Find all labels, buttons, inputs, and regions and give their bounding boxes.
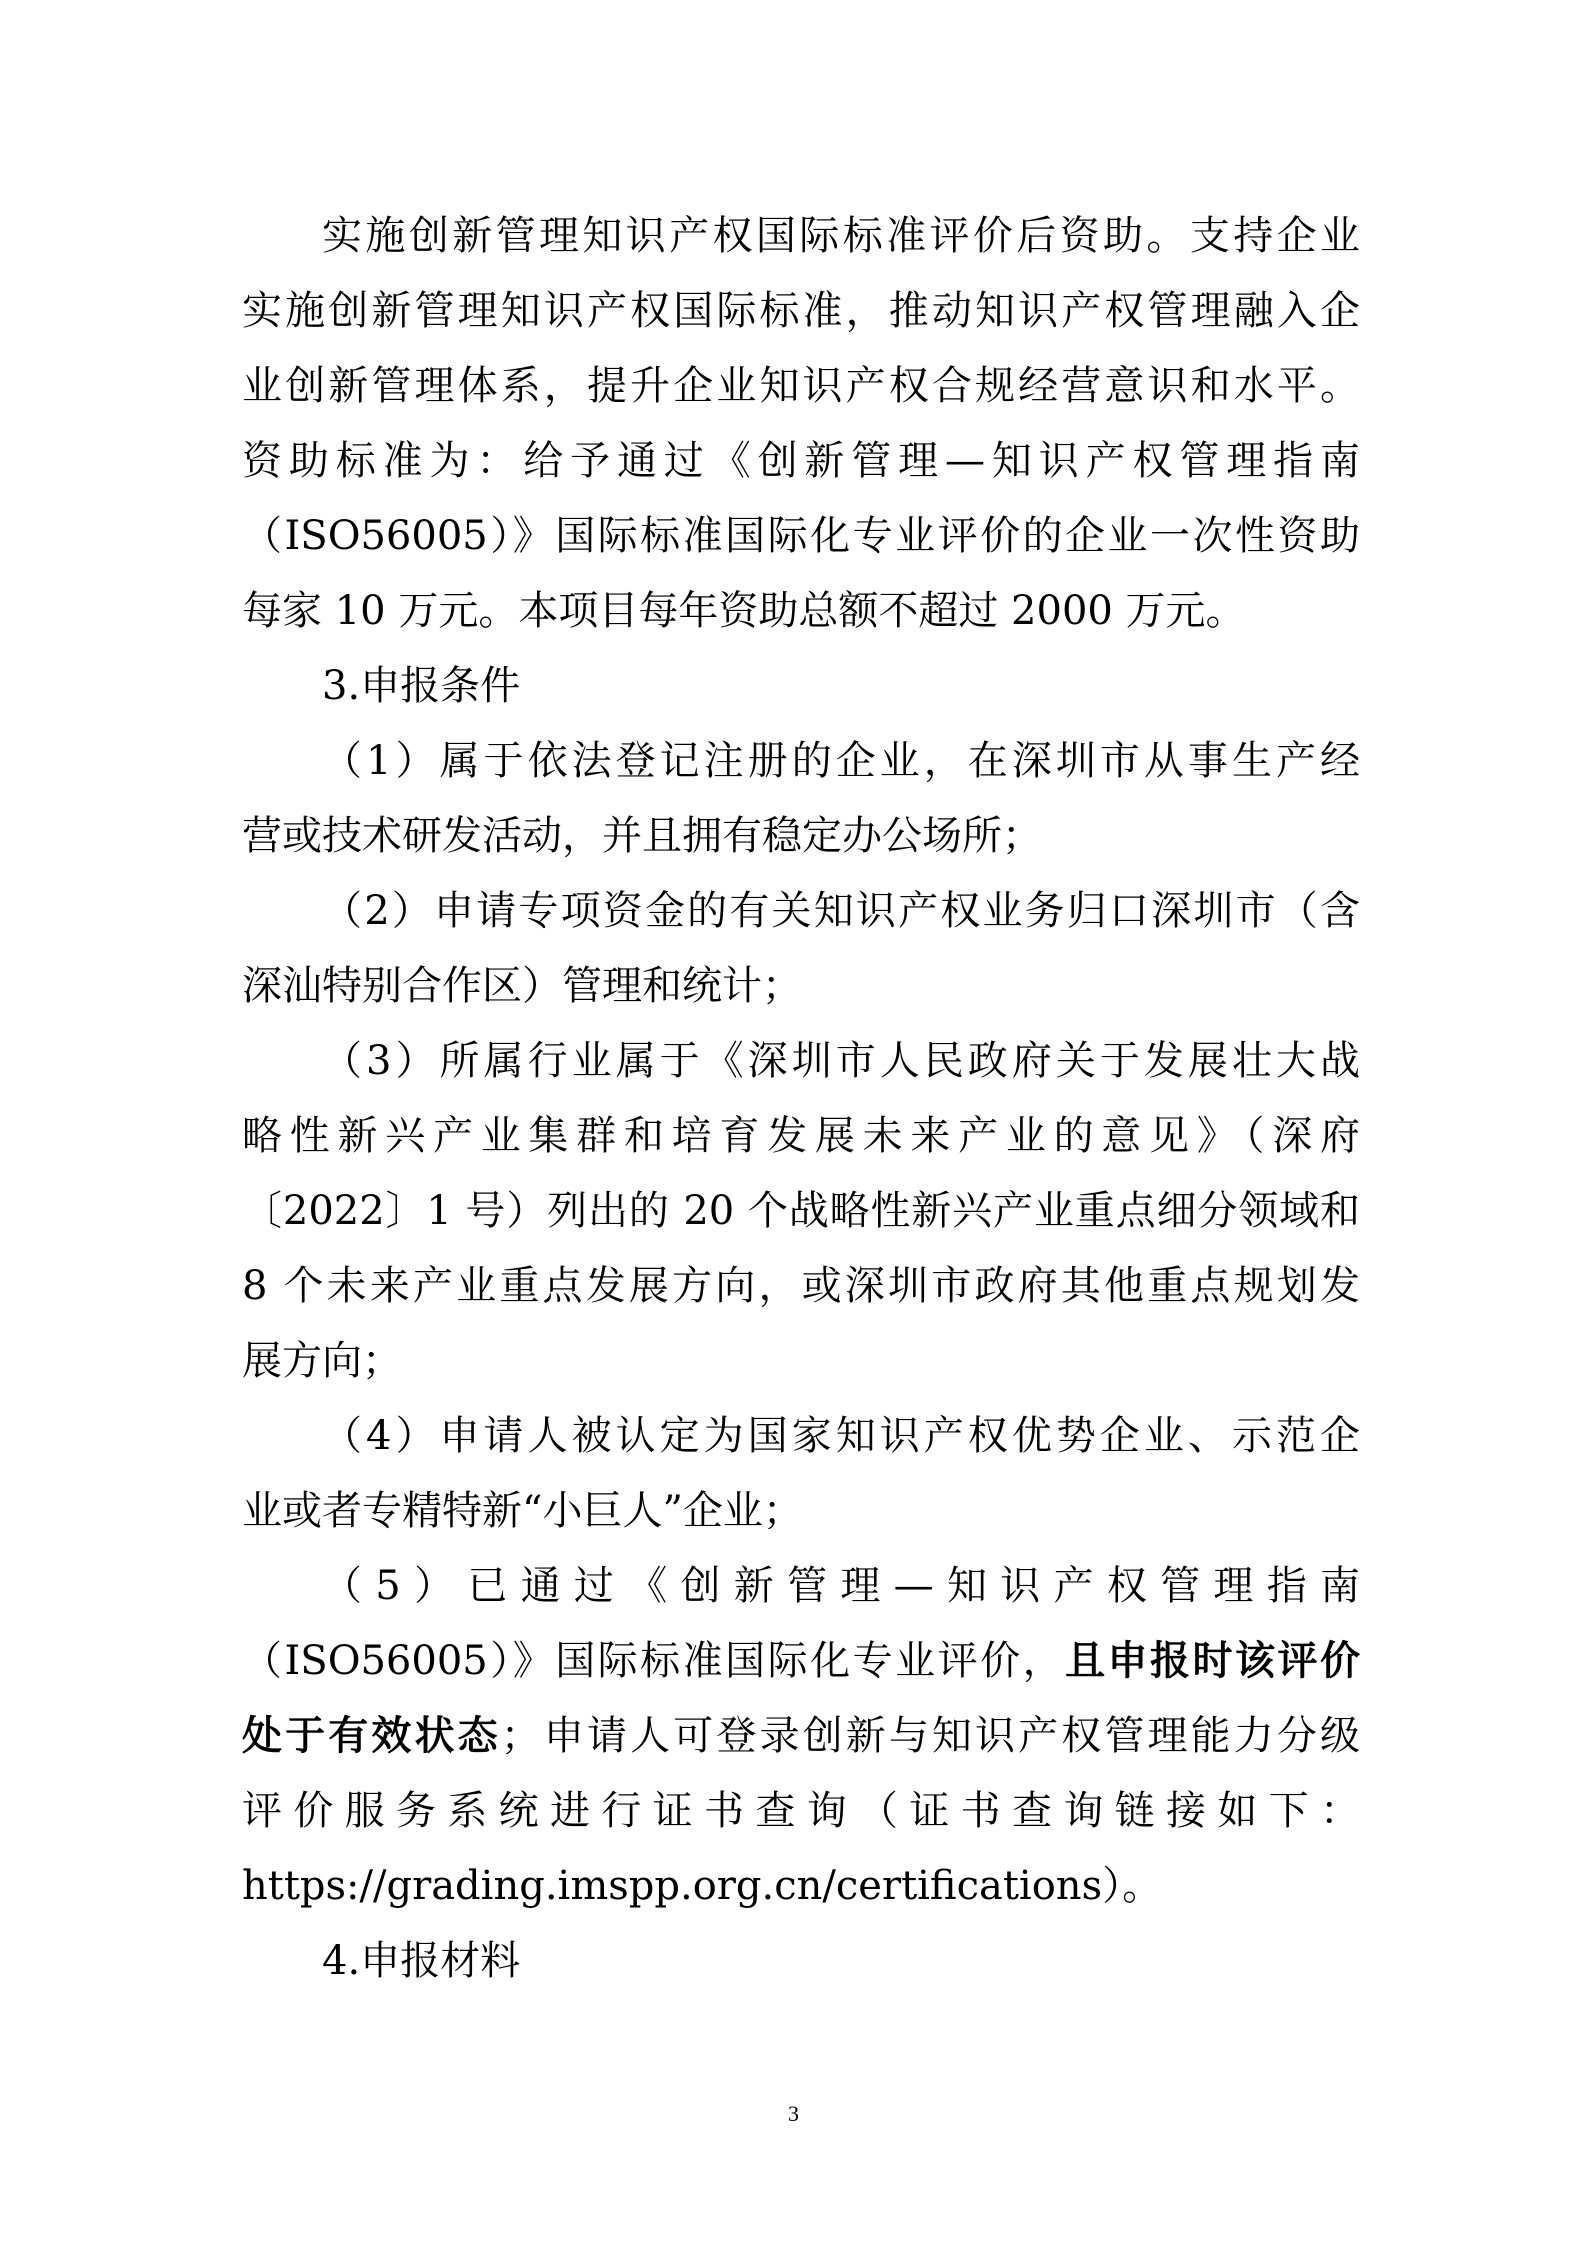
condition-item-line: 深汕特别合作区）管理和统计； bbox=[242, 963, 802, 1009]
condition-item-line: 略性新兴产业集群和培育发展未来产业的意见》（深府 bbox=[242, 1113, 1360, 1159]
condition-item-line bbox=[242, 1633, 1360, 1689]
condition-item-line: 展方向； bbox=[242, 1338, 402, 1384]
condition-item-line: 8 个未来产业重点发展方向，或深圳市政府其他重点规划发 bbox=[242, 1263, 1360, 1309]
condition-text: （ISO56005）》国际标准国际化专业评价， bbox=[242, 1638, 1066, 1684]
section-heading: 3.申报条件 bbox=[322, 663, 521, 709]
emphasized-text: 处于有效状态 bbox=[242, 1712, 501, 1759]
condition-item-line: 营或技术研发活动，并且拥有稳定办公场所； bbox=[242, 813, 1042, 859]
emphasized-text: 且申报时该评价 bbox=[1065, 1637, 1360, 1684]
paragraph-line: 业创新管理体系，提升企业知识产权合规经营意识和水平。 bbox=[242, 363, 1360, 409]
paragraph-line: 实施创新管理知识产权国际标准评价后资助。支持企业 bbox=[322, 213, 1360, 259]
condition-text: ；申请人可登录创新与知识产权管理能力分级 bbox=[500, 1713, 1360, 1759]
paragraph-line: 资助标准为：给予通过《创新管理—知识产权管理指南 bbox=[242, 438, 1360, 484]
condition-item-line: （2）申请专项资金的有关知识产权业务归口深圳市（含 bbox=[322, 888, 1360, 934]
condition-item-line: （5）已通过《创新管理—知识产权管理指南 bbox=[322, 1563, 1360, 1609]
section-heading: 4.申报材料 bbox=[322, 1938, 521, 1984]
condition-item-line: 〔2022〕1 号）列出的 20 个战略性新兴产业重点细分领域和 bbox=[242, 1188, 1360, 1234]
condition-item-line bbox=[242, 1708, 1360, 1764]
condition-item-line: （1）属于依法登记注册的企业，在深圳市从事生产经 bbox=[322, 738, 1360, 784]
paragraph-line: 实施创新管理知识产权国际标准，推动知识产权管理融入企 bbox=[242, 288, 1360, 334]
certificate-query-link: https://grading.imspp.org.cn/certifications）。 bbox=[242, 1863, 1163, 1909]
condition-item-line: （4）申请人被认定为国家知识产权优势企业、示范企 bbox=[322, 1413, 1360, 1459]
condition-item-line: （3）所属行业属于《深圳市人民政府关于发展壮大战 bbox=[322, 1038, 1360, 1084]
condition-item-line: 评价服务系统进行证书查询（证书查询链接如下： bbox=[242, 1788, 1360, 1834]
condition-item-line: 业或者专精特新“小巨人”企业； bbox=[242, 1488, 803, 1534]
paragraph-line: 每家 10 万元。本项目每年资助总额不超过 2000 万元。 bbox=[242, 588, 1246, 634]
paragraph-line: （ISO56005）》国际标准国际化专业评价的企业一次性资助 bbox=[242, 513, 1360, 559]
page-number: 3 bbox=[788, 2101, 799, 2126]
